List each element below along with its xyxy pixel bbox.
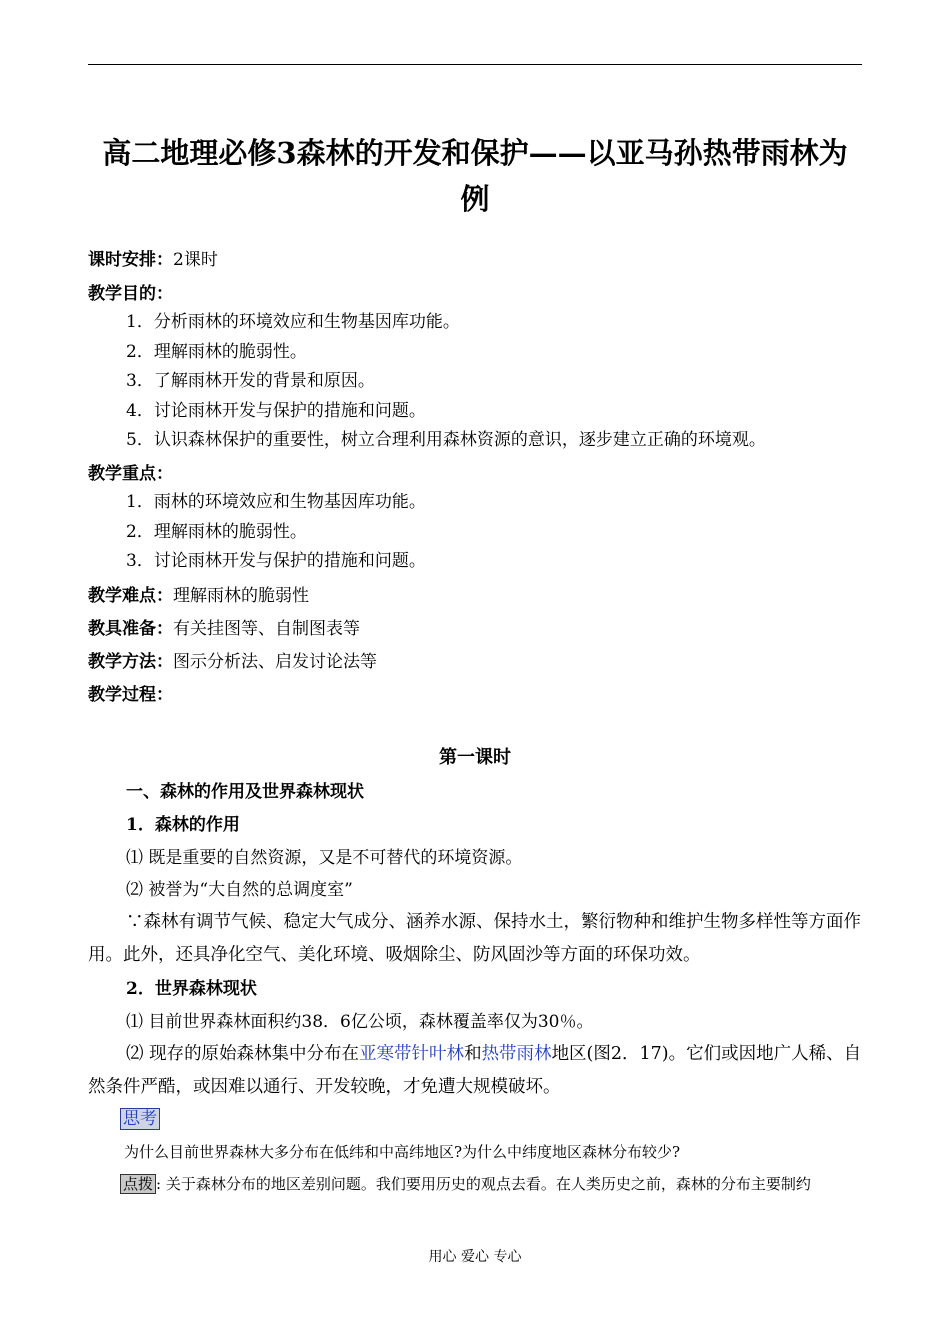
difficulty-label: 教学难点：: [88, 586, 173, 606]
objective-item: 5．认识森林保护的重要性，树立合理利用森林资源的意识，逐步建立正确的环境观。: [126, 430, 766, 450]
paragraph: ⑴ 目前世界森林面积约38．6亿公顷，森林覆盖率仅为30％。: [126, 1012, 594, 1032]
header-rule: [88, 64, 862, 65]
process-label: 教学过程：: [88, 685, 173, 705]
hint-text: : 关于森林分布的地区差别问题。我们要用历史的观点去看。在人类历史之前，森林的分布主要制约: [156, 1175, 811, 1193]
objective-item: 3．了解雨林开发的背景和原因。: [126, 371, 375, 391]
lesson-heading: 第一课时: [439, 747, 511, 768]
key-point-item: 3．讨论雨林开发与保护的措施和问题。: [126, 551, 426, 571]
objective-item: 2．理解雨林的脆弱性。: [126, 342, 307, 362]
link-rainforest[interactable]: 热带雨林: [481, 1044, 552, 1064]
paragraph-text: 地区(图2．17)。它们或因地广人稀、自然条件严酷，或因难以通行、开发较晚，才免遭大规模破坏。: [88, 1044, 862, 1097]
methods-value: 图示分析法、启发讨论法等: [173, 652, 377, 672]
page-title: 高二地理必修3森林的开发和保护——以亚马孙热带雨林为例: [102, 136, 848, 216]
page-footer: 用心 爱心 专心: [428, 1249, 522, 1265]
hint-label: 点拨: [120, 1174, 156, 1194]
schedule-label: 课时安排：: [88, 250, 173, 270]
objective-item: 1．分析雨林的环境效应和生物基因库功能。: [126, 312, 460, 332]
difficulty-row: [88, 584, 309, 608]
key-points-label: 教学重点：: [88, 464, 173, 484]
methods-label: 教学方法：: [88, 652, 173, 672]
schedule-row: [88, 248, 218, 272]
key-point-item: 1．雨林的环境效应和生物基因库功能。: [126, 492, 426, 512]
difficulty-value: 理解雨林的脆弱性: [173, 586, 309, 606]
hint-row: [120, 1172, 811, 1196]
tools-value: 有关挂图等、自制图表等: [173, 619, 360, 639]
paragraph: ⑴ 既是重要的自然资源，又是不可替代的环境资源。: [126, 848, 523, 868]
methods-row: [88, 650, 377, 674]
paragraph-text: 和: [464, 1044, 482, 1064]
tools-row: [88, 617, 360, 641]
paragraph-functions: ∵森林有调节气候、稳定大气成分、涵养水源、保持水土，繁衍物种和维护生物多样性等方面作用。此外，还具净化空气、美化环境、吸烟除尘、防风固沙等方面的环保功效。: [88, 912, 861, 965]
think-label: 思考: [120, 1108, 160, 1130]
paragraph-text: ⑵ 现存的原始森林集中分布在: [126, 1044, 360, 1064]
subsection-heading: 1．森林的作用: [126, 815, 240, 835]
objectives-label: 教学目的：: [88, 284, 173, 304]
think-question: 为什么目前世界森林大多分布在低纬和中高纬地区?为什么中纬度地区森林分布较少?: [124, 1143, 681, 1161]
paragraph-distribution: [88, 1038, 864, 1104]
objective-item: 4．讨论雨林开发与保护的措施和问题。: [126, 401, 426, 421]
section-heading: 一、森林的作用及世界森林现状: [126, 782, 364, 802]
link-taiga[interactable]: 亚寒带针叶林: [359, 1044, 465, 1064]
subsection-heading: 2．世界森林现状: [126, 979, 257, 999]
key-point-item: 2．理解雨林的脆弱性。: [126, 522, 307, 542]
paragraph: ⑵ 被誉为“大自然的总调度室”: [126, 880, 353, 900]
think-box: [120, 1107, 160, 1131]
tools-label: 教具准备：: [88, 619, 173, 639]
schedule-value: 2课时: [173, 250, 218, 270]
